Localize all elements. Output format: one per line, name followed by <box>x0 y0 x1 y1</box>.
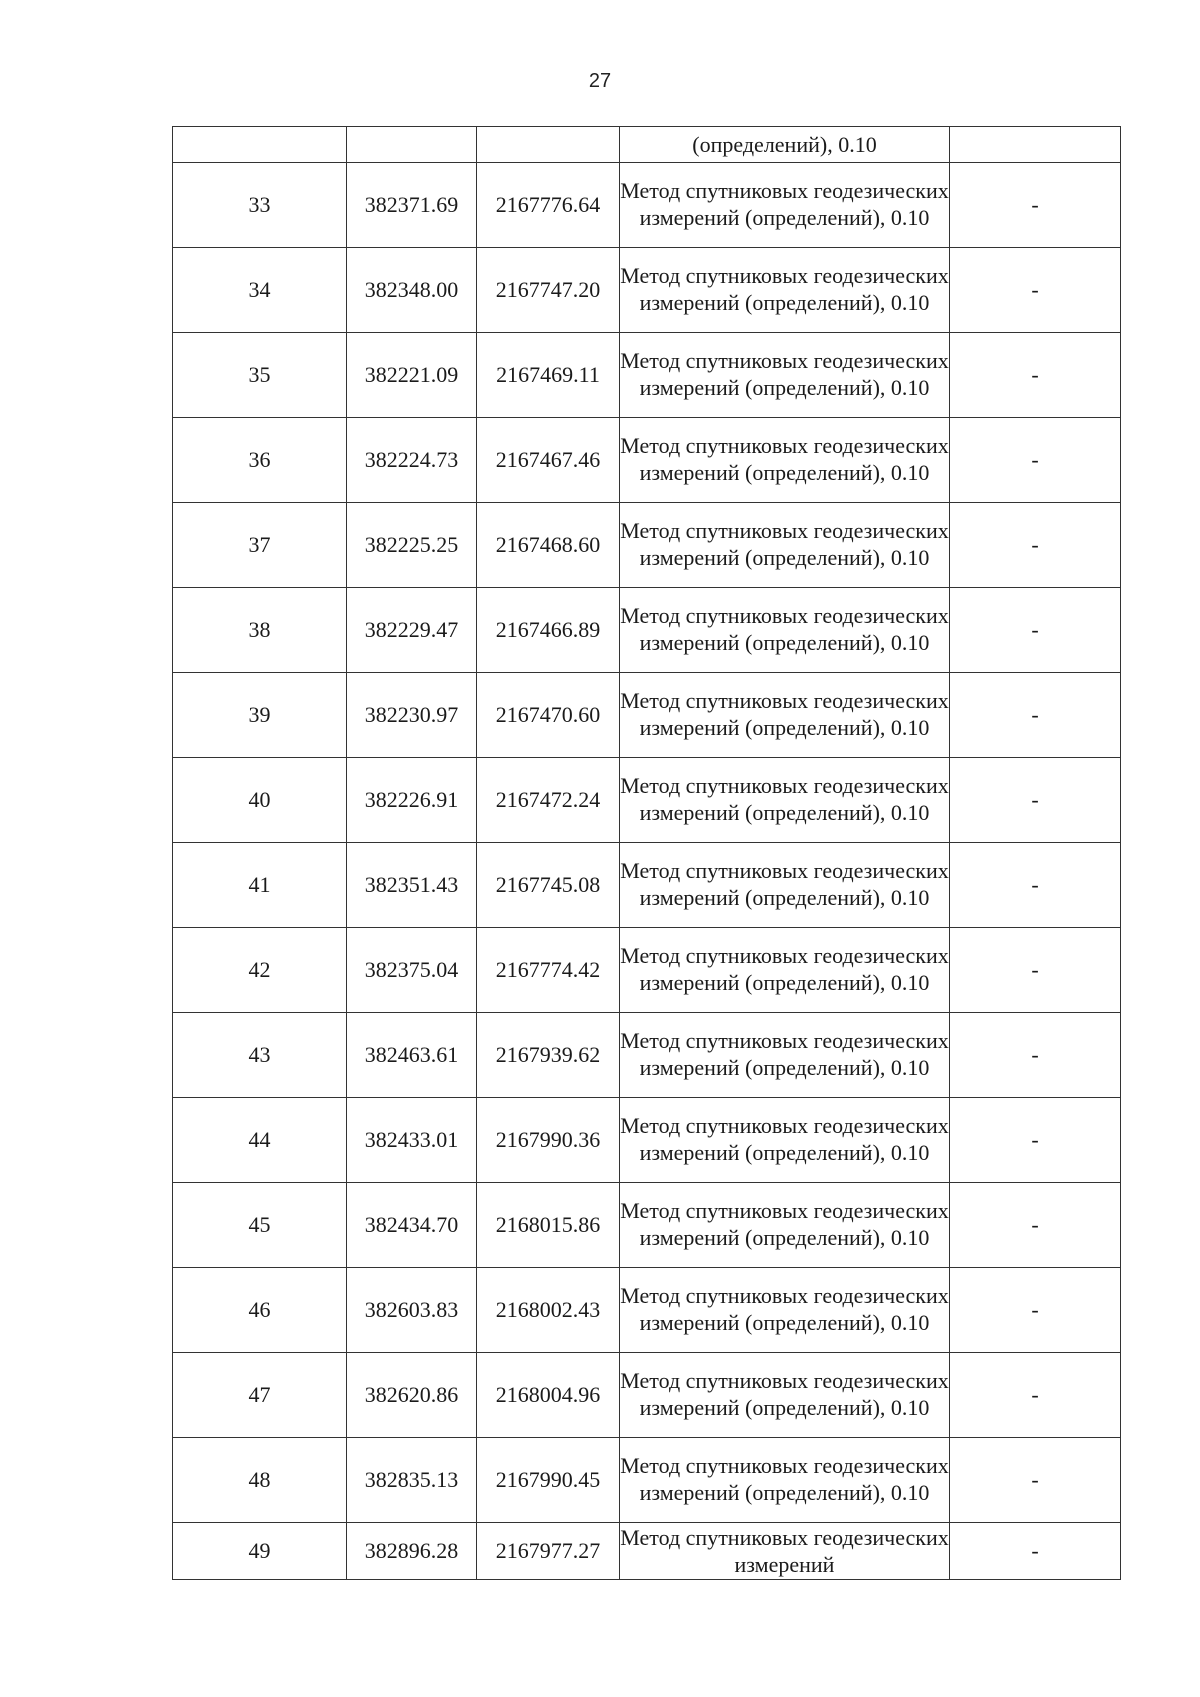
cell-y-coordinate: 2167990.36 <box>477 1098 620 1183</box>
method-text: Метод спутниковых геодезических измерений (определений), 0.10 <box>620 1452 949 1505</box>
cell-note: - <box>950 673 1121 758</box>
cell-note: - <box>950 248 1121 333</box>
cell-point-number: 47 <box>173 1353 347 1438</box>
cell-point-number: 40 <box>173 758 347 843</box>
cell-point-number: 39 <box>173 673 347 758</box>
table-row <box>173 333 1121 418</box>
table-row <box>173 1183 1121 1268</box>
cell-x-coordinate: 382620.86 <box>347 1353 477 1438</box>
cell-note: - <box>950 1353 1121 1438</box>
cell-method <box>620 1013 950 1098</box>
cell-method <box>620 418 950 503</box>
method-text: Метод спутниковых геодезических измерений (определений), 0.10 <box>620 1367 949 1420</box>
cell-note: - <box>950 418 1121 503</box>
table-row <box>173 1013 1121 1098</box>
cell-point-number: 35 <box>173 333 347 418</box>
cell-x-coordinate: 382835.13 <box>347 1438 477 1523</box>
cell-point-number: 44 <box>173 1098 347 1183</box>
table-row <box>173 503 1121 588</box>
cell-y-coordinate: 2167468.60 <box>477 503 620 588</box>
cell-x-coordinate: 382603.83 <box>347 1268 477 1353</box>
cell-x-coordinate: 382463.61 <box>347 1013 477 1098</box>
method-text: Метод спутниковых геодезических измерений (определений), 0.10 <box>620 177 949 230</box>
method-text: Метод спутниковых геодезических измерений (определений), 0.10 <box>620 432 949 485</box>
cell-method <box>620 1183 950 1268</box>
cell-note: - <box>950 928 1121 1013</box>
cell-point-number: 37 <box>173 503 347 588</box>
cell-note: - <box>950 1438 1121 1523</box>
cell-x-coordinate: 382229.47 <box>347 588 477 673</box>
cell-x-coordinate: 382434.70 <box>347 1183 477 1268</box>
cell-note: - <box>950 333 1121 418</box>
table-row <box>173 163 1121 248</box>
cell-point-number: 49 <box>173 1523 347 1580</box>
cell-method <box>620 1098 950 1183</box>
method-text: Метод спутниковых геодезических измерений (определений), 0.10 <box>620 687 949 740</box>
cell-method <box>620 1353 950 1438</box>
method-text: Метод спутниковых геодезических измерений (определений), 0.10 <box>620 262 949 315</box>
table-row <box>173 248 1121 333</box>
cell-method <box>620 503 950 588</box>
cell-y-coordinate: 2167977.27 <box>477 1523 620 1580</box>
cell-y-coordinate: 2167470.60 <box>477 673 620 758</box>
cell-point-number: 34 <box>173 248 347 333</box>
cell-point-number: 45 <box>173 1183 347 1268</box>
method-text: Метод спутниковых геодезических измерений (определений), 0.10 <box>620 1282 949 1335</box>
method-text: Метод спутниковых геодезических измерений (определений), 0.10 <box>620 347 949 400</box>
cell-x-coordinate: 382226.91 <box>347 758 477 843</box>
cell-point-number: 46 <box>173 1268 347 1353</box>
table-row <box>173 673 1121 758</box>
cell-x-coordinate: 382375.04 <box>347 928 477 1013</box>
cell-y-coordinate: 2167990.45 <box>477 1438 620 1523</box>
method-text: Метод спутниковых геодезических измерений (определений), 0.10 <box>620 1027 949 1080</box>
cell-method <box>620 673 950 758</box>
cell-note: - <box>950 503 1121 588</box>
cell-point-number: 38 <box>173 588 347 673</box>
cell-x-coordinate: 382433.01 <box>347 1098 477 1183</box>
cell-y-coordinate: 2167747.20 <box>477 248 620 333</box>
cell-method <box>620 248 950 333</box>
cell-y-coordinate: 2167776.64 <box>477 163 620 248</box>
cell-x-coordinate: 382351.43 <box>347 843 477 928</box>
cell-note: - <box>950 163 1121 248</box>
cell-y-coordinate <box>477 127 620 163</box>
method-text: Метод спутниковых геодезических измерений (определений), 0.10 <box>620 602 949 655</box>
cell-method: (определений), 0.10 <box>620 127 950 163</box>
table-row <box>173 1438 1121 1523</box>
cell-x-coordinate <box>347 127 477 163</box>
table-row <box>173 758 1121 843</box>
cell-x-coordinate: 382224.73 <box>347 418 477 503</box>
cell-point-number <box>173 127 347 163</box>
method-text: Метод спутниковых геодезических измерений (определений), 0.10 <box>620 1112 949 1165</box>
cell-note: - <box>950 1183 1121 1268</box>
table-row <box>173 588 1121 673</box>
cell-point-number: 36 <box>173 418 347 503</box>
cell-method <box>620 588 950 673</box>
cell-note: - <box>950 1013 1121 1098</box>
cell-y-coordinate: 2167469.11 <box>477 333 620 418</box>
cell-method <box>620 1523 950 1580</box>
cell-x-coordinate: 382896.28 <box>347 1523 477 1580</box>
cell-point-number: 48 <box>173 1438 347 1523</box>
cell-y-coordinate: 2168002.43 <box>477 1268 620 1353</box>
cell-note <box>950 127 1121 163</box>
table-row <box>173 418 1121 503</box>
cell-x-coordinate: 382225.25 <box>347 503 477 588</box>
cell-method <box>620 1268 950 1353</box>
method-text: Метод спутниковых геодезических измерений (определений), 0.10 <box>620 772 949 825</box>
cell-point-number: 42 <box>173 928 347 1013</box>
coordinates-table <box>172 126 1121 1580</box>
cell-y-coordinate: 2167467.46 <box>477 418 620 503</box>
table-row <box>173 1523 1121 1580</box>
cell-y-coordinate: 2167466.89 <box>477 588 620 673</box>
coordinates-table-body <box>173 127 1121 1580</box>
table-row <box>173 928 1121 1013</box>
cell-y-coordinate: 2167939.62 <box>477 1013 620 1098</box>
method-text: Метод спутниковых геодезических измерений (определений), 0.10 <box>620 942 949 995</box>
cell-y-coordinate: 2167472.24 <box>477 758 620 843</box>
cell-note: - <box>950 1523 1121 1580</box>
cell-y-coordinate: 2168004.96 <box>477 1353 620 1438</box>
cell-x-coordinate: 382348.00 <box>347 248 477 333</box>
cell-note: - <box>950 843 1121 928</box>
table-row <box>173 843 1121 928</box>
cell-y-coordinate: 2167745.08 <box>477 843 620 928</box>
cell-point-number: 33 <box>173 163 347 248</box>
cell-note: - <box>950 758 1121 843</box>
cell-point-number: 41 <box>173 843 347 928</box>
cell-method <box>620 928 950 1013</box>
cell-method <box>620 758 950 843</box>
table-row <box>173 1268 1121 1353</box>
cell-y-coordinate: 2168015.86 <box>477 1183 620 1268</box>
page-number: 27 <box>588 70 612 92</box>
table-row <box>173 1098 1121 1183</box>
cell-method <box>620 1438 950 1523</box>
cell-x-coordinate: 382371.69 <box>347 163 477 248</box>
method-text: Метод спутниковых геодезических измерений (определений), 0.10 <box>620 857 949 910</box>
cell-point-number: 43 <box>173 1013 347 1098</box>
cell-method <box>620 843 950 928</box>
cell-note: - <box>950 588 1121 673</box>
cell-y-coordinate: 2167774.42 <box>477 928 620 1013</box>
method-text: Метод спутниковых геодезических измерений (определений), 0.10 <box>620 1197 949 1250</box>
cell-x-coordinate: 382230.97 <box>347 673 477 758</box>
table-row-continued <box>173 127 1121 163</box>
cell-method <box>620 333 950 418</box>
cell-method <box>620 163 950 248</box>
cell-note: - <box>950 1098 1121 1183</box>
method-text: Метод спутниковых геодезических измерений (определений), 0.10 <box>620 517 949 570</box>
cell-x-coordinate: 382221.09 <box>347 333 477 418</box>
cell-note: - <box>950 1268 1121 1353</box>
method-text: Метод спутниковых геодезических измерений <box>620 1524 949 1577</box>
table-row <box>173 1353 1121 1438</box>
